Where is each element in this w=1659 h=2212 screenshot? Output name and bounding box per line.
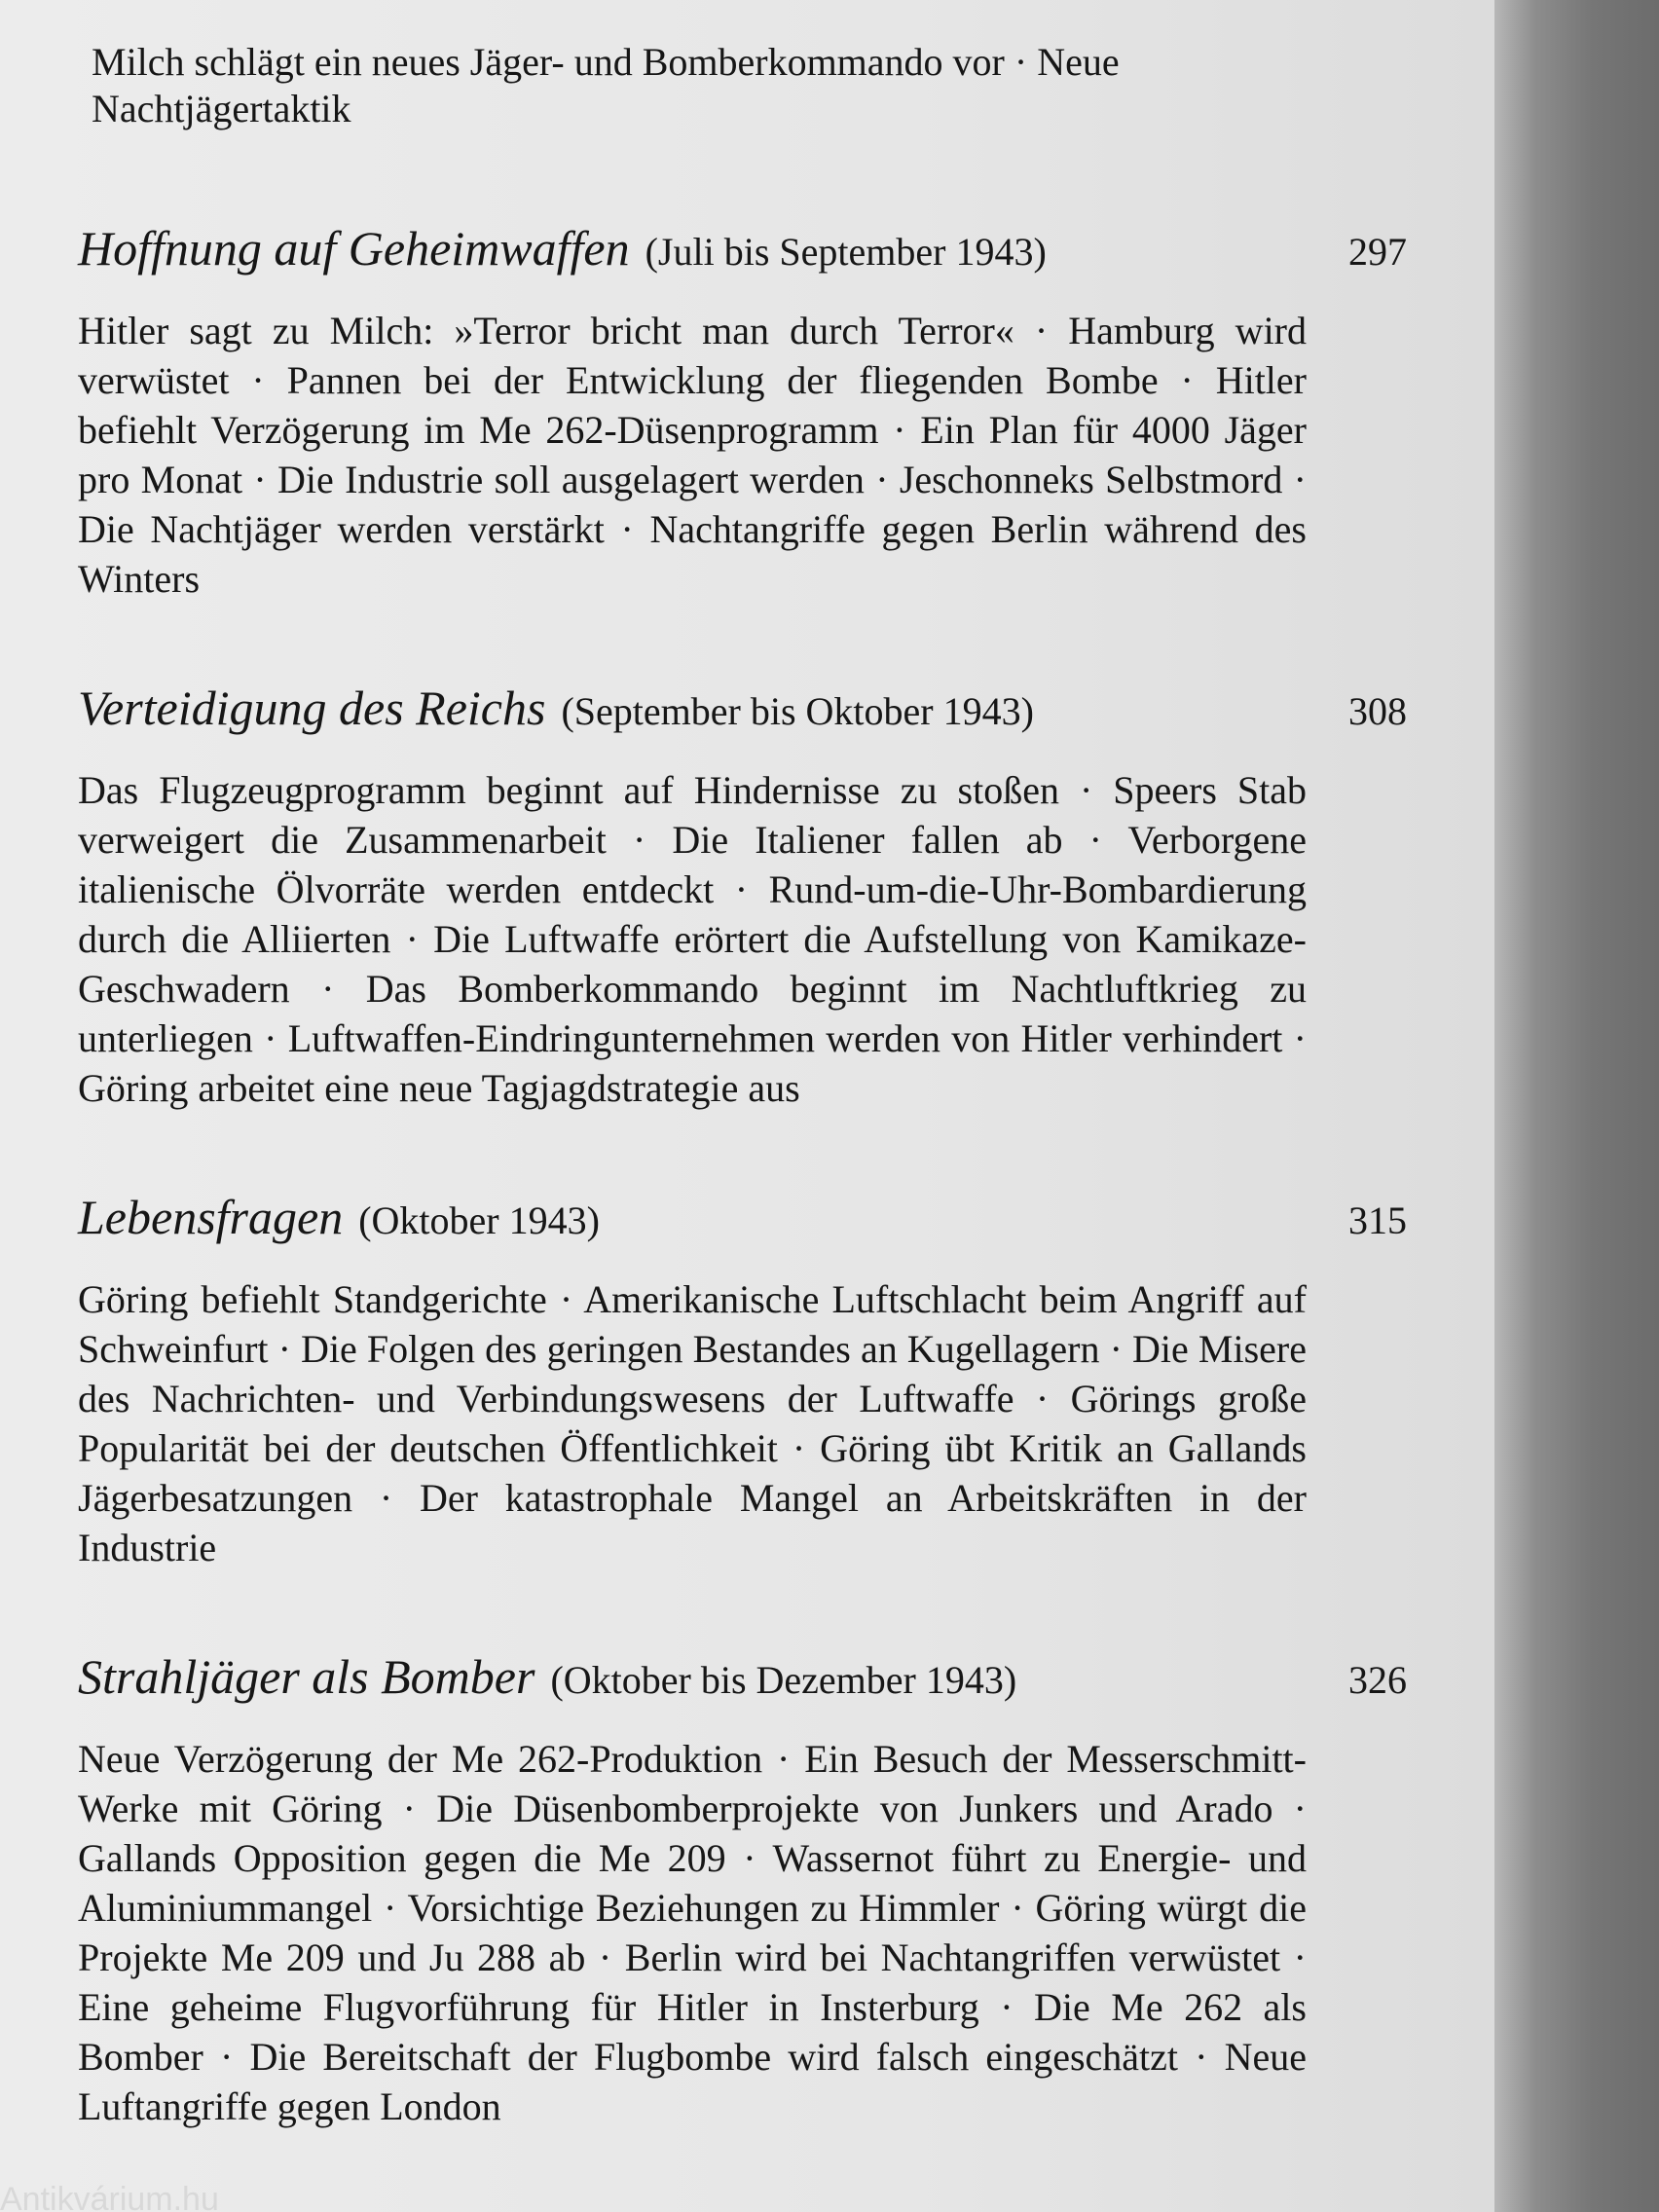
toc-entry-heading <box>78 1648 1407 1705</box>
chapter-date-range: (September bis Oktober 1943) <box>561 689 1034 733</box>
chapter-date-range: (Oktober 1943) <box>358 1198 600 1242</box>
toc-entry <box>78 1189 1407 1572</box>
chapter-title: Hoffnung auf Geheimwaffen <box>78 221 630 276</box>
chapter-title: Strahljäger als Bomber <box>78 1649 535 1704</box>
page-gutter-shadow <box>1494 0 1659 2212</box>
toc-entry <box>78 1648 1407 2131</box>
chapter-summary: Hitler sagt zu Milch: »Terror bricht man durch Terror« · Hamburg wird verwüstet · Pannen bei der Entwicklung der fliegenden Bombe · Hitler befiehlt Verzögerung im Me 262-Düsenprogramm · Ein Plan für 4000 Jäger pro Monat · Die Industrie soll ausgelagert werden · Jeschonneks Selbstmord · Die Nachtjäger werden verstärkt · Nachtangriffe gegen Berlin während des Winters <box>78 309 1307 601</box>
table-of-contents <box>78 39 1407 2207</box>
chapter-summary: Neue Verzögerung der Me 262-Produktion · Ein Besuch der Messerschmitt-Werke mit Göring · Die Düsenbomberprojekte von Junkers und Arado · Gallands Opposition gegen die Me 209 · Wassernot führt zu Energie- und Aluminiummangel · Vorsichtige Beziehungen zu Himmler · Göring würgt die Projekte Me 209 und Ju 288 ab · Berlin wird bei Nachtangriffen verwüstet · Eine geheime Flugvorführung für Hitler in Insterburg · Die Me 262 als Bomber · Die Bereitschaft der Flugbombe wird falsch eingeschätzt · Neue Luftangriffe gegen London <box>78 1737 1307 2128</box>
chapter-date-range: (Oktober bis Dezember 1943) <box>550 1658 1017 1702</box>
chapter-title: Verteidigung des Reichs <box>78 681 546 735</box>
chapter-date-range: (Juli bis September 1943) <box>645 230 1047 274</box>
page-number: 297 <box>1348 230 1407 274</box>
page-number: 308 <box>1348 689 1407 733</box>
chapter-summary: Göring befiehlt Standgerichte · Amerikanische Luftschlacht beim Angriff auf Schweinfurt · Die Folgen des geringen Bestandes an Kugellagern · Die Misere des Nachrichten- und Verbindungswesens der Luftwaffe · Görings große Popularität bei der deutschen Öffentlichkeit · Göring übt Kritik an Gallands Jägerbesatzungen · Der katastrophale Mangel an Arbeitskräften in der Industrie <box>78 1277 1307 1569</box>
chapter-title: Lebensfragen <box>78 1190 344 1244</box>
watermark: Antikvárium.hu <box>0 2181 219 2212</box>
toc-entry <box>78 680 1407 1113</box>
intro-summary: Milch schlägt ein neues Jäger- und Bomberkommando vor · Neue Nachtjägertaktik <box>92 40 1120 130</box>
toc-entry <box>78 220 1407 604</box>
page-number: 326 <box>1348 1658 1407 1702</box>
page-number: 315 <box>1348 1198 1407 1242</box>
toc-entry-heading <box>78 680 1407 736</box>
toc-entry-heading <box>78 1189 1407 1245</box>
toc-entry-heading <box>78 220 1407 276</box>
chapter-summary: Das Flugzeugprogramm beginnt auf Hindernisse zu stoßen · Speers Stab verweigert die Zusammenarbeit · Die Italiener fallen ab · Verborgene italienische Ölvorräte werden entdeckt · Rund-um-die-Uhr-Bombardierung durch die Alliierten · Die Luftwaffe erörtert die Aufstellung von Kamikaze-Geschwadern · Das Bomberkommando beginnt im Nachtluftkrieg zu unterliegen · Luftwaffen-Eindringunternehmen werden von Hitler verhindert · Göring arbeitet eine neue Tagjagdstrategie aus <box>78 768 1307 1110</box>
